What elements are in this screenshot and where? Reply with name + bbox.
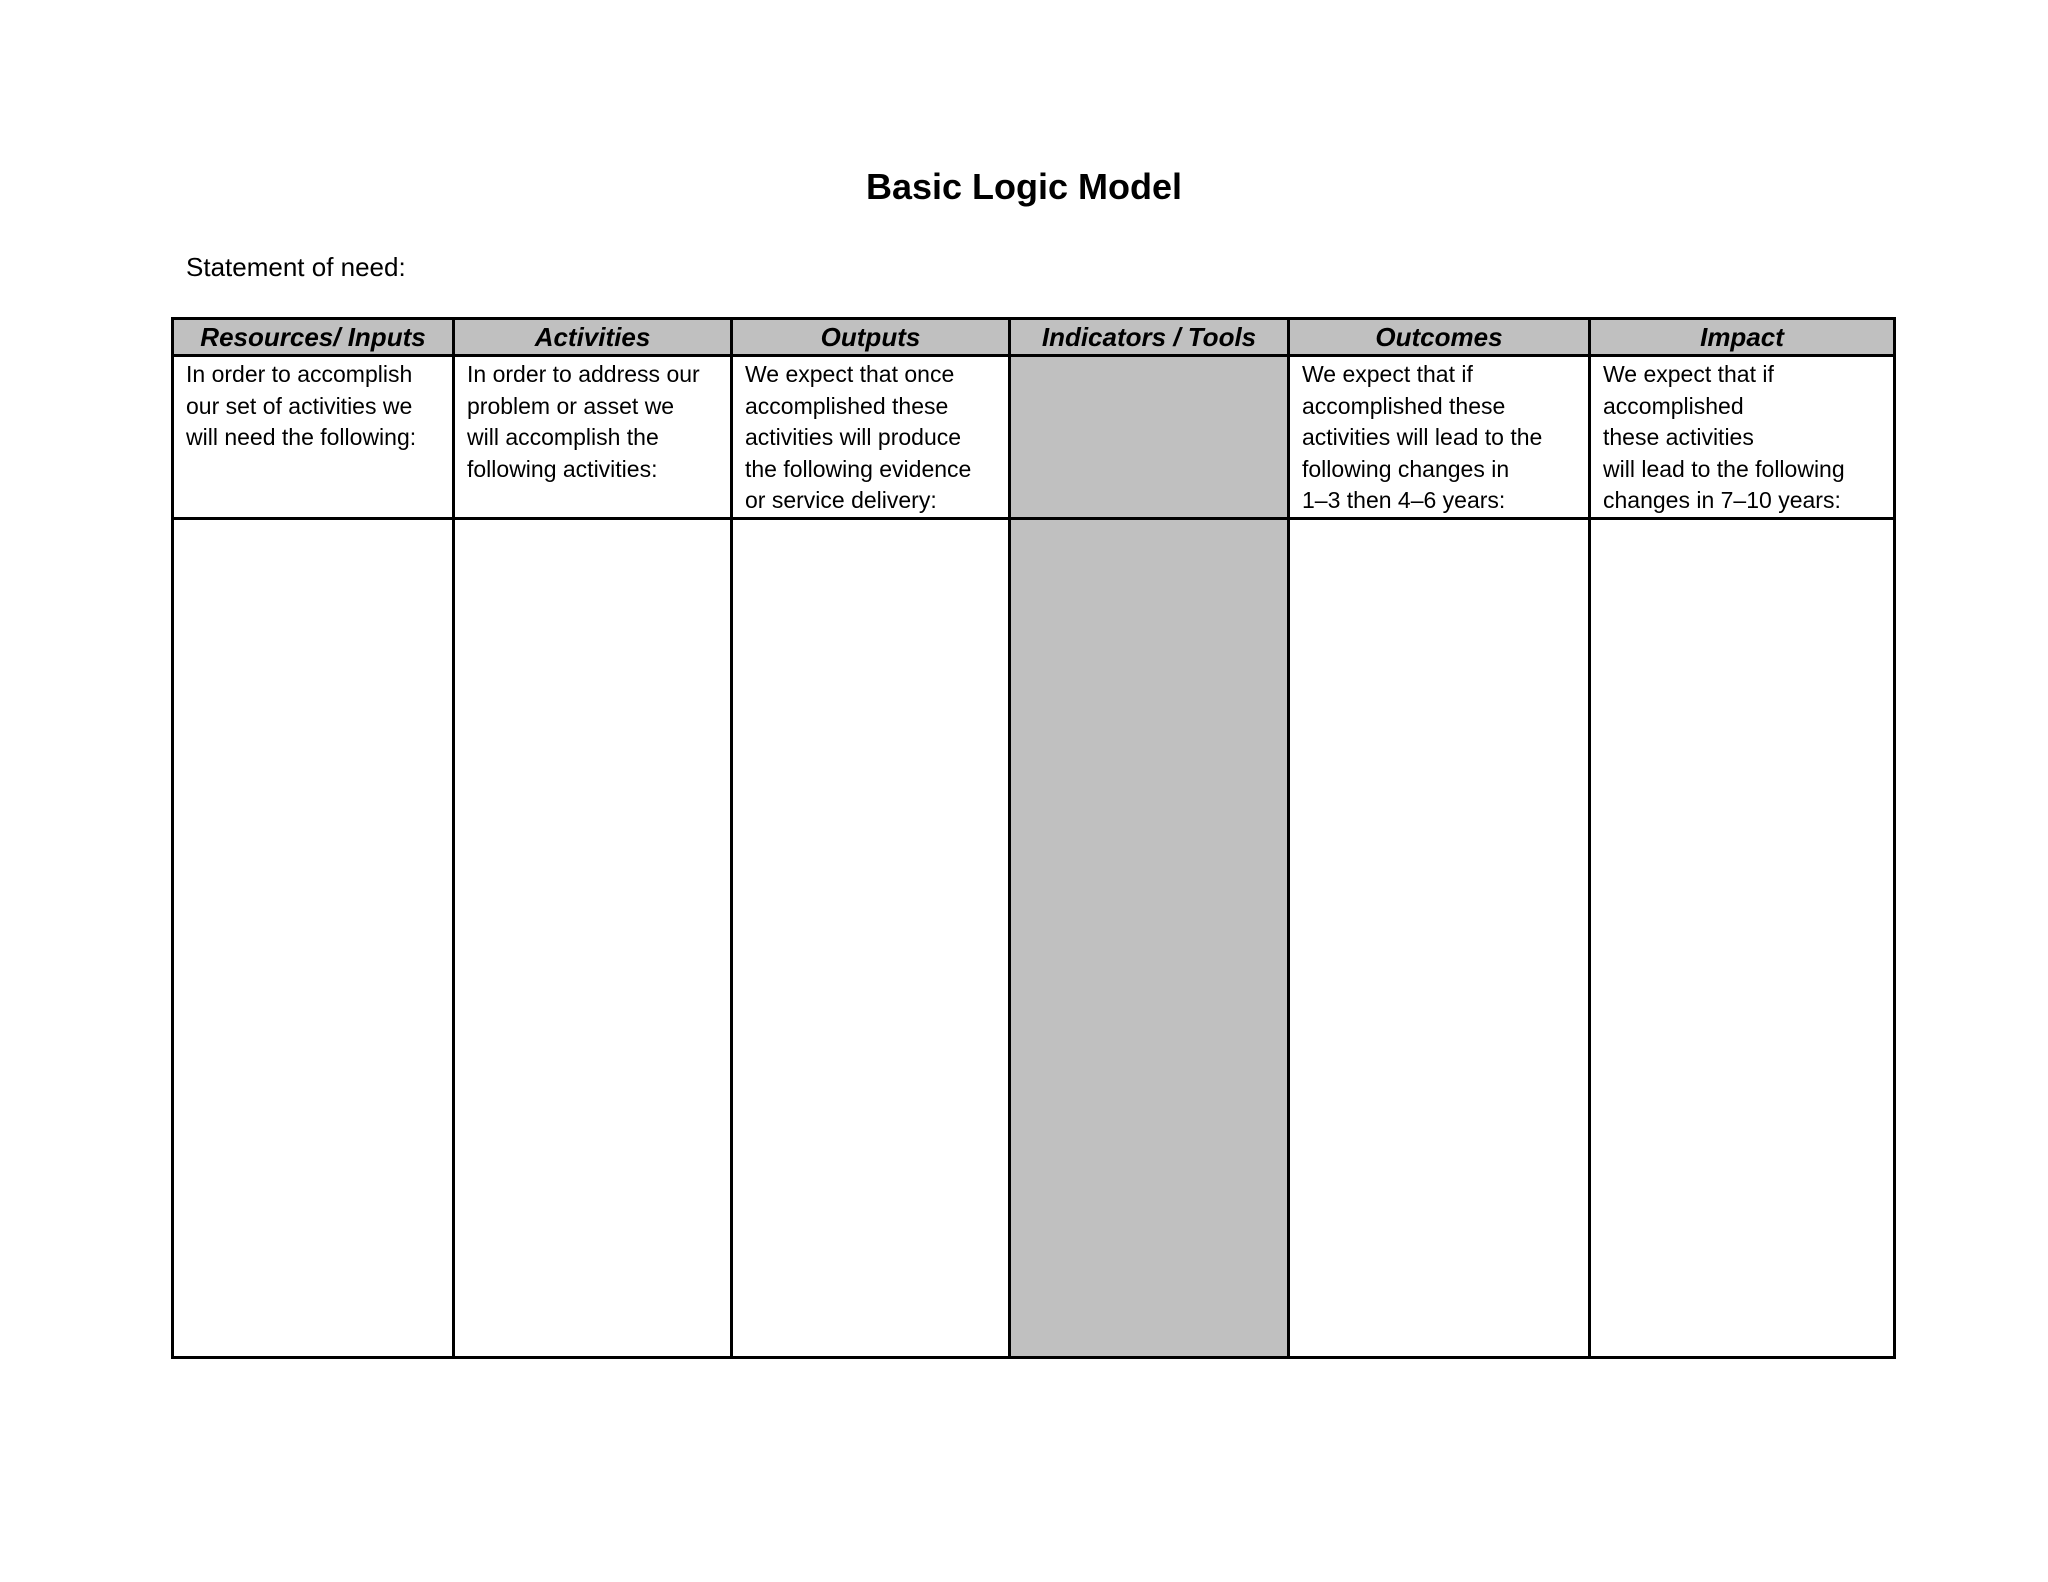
resources-inputs-entry-cell[interactable] bbox=[173, 519, 454, 1358]
header-outputs: Outputs bbox=[732, 319, 1010, 356]
indicators-tools-description bbox=[1010, 356, 1289, 519]
impact-entry-cell[interactable] bbox=[1590, 519, 1895, 1358]
impact-description: We expect that if accomplished these activities will lead to the following changes in 7–10 years: bbox=[1590, 356, 1895, 519]
outcomes-entry-cell[interactable] bbox=[1289, 519, 1590, 1358]
indicators-tools-entry-cell[interactable] bbox=[1010, 519, 1289, 1358]
resources-inputs-description: In order to accomplish our set of activities we will need the following: bbox=[173, 356, 454, 519]
header-indicators-tools: Indicators / Tools bbox=[1010, 319, 1289, 356]
header-outcomes: Outcomes bbox=[1289, 319, 1590, 356]
entry-row bbox=[173, 519, 1895, 1358]
header-activities: Activities bbox=[454, 319, 732, 356]
outputs-description: We expect that once accomplished these activities will produce the following evidence or service delivery: bbox=[732, 356, 1010, 519]
outcomes-description: We expect that if accomplished these activities will lead to the following changes in 1–3 then 4–6 years: bbox=[1289, 356, 1590, 519]
statement-of-need-label: Statement of need: bbox=[186, 252, 406, 282]
activities-entry-cell[interactable] bbox=[454, 519, 732, 1358]
activities-description: In order to address our problem or asset we will accomplish the following activities: bbox=[454, 356, 732, 519]
header-impact: Impact bbox=[1590, 319, 1895, 356]
header-row bbox=[173, 319, 1895, 356]
description-row bbox=[173, 356, 1895, 519]
logic-model-table bbox=[171, 317, 1896, 1359]
outputs-entry-cell[interactable] bbox=[732, 519, 1010, 1358]
header-resources-inputs: Resources/ Inputs bbox=[173, 319, 454, 356]
page-title: Basic Logic Model bbox=[865, 166, 1183, 207]
